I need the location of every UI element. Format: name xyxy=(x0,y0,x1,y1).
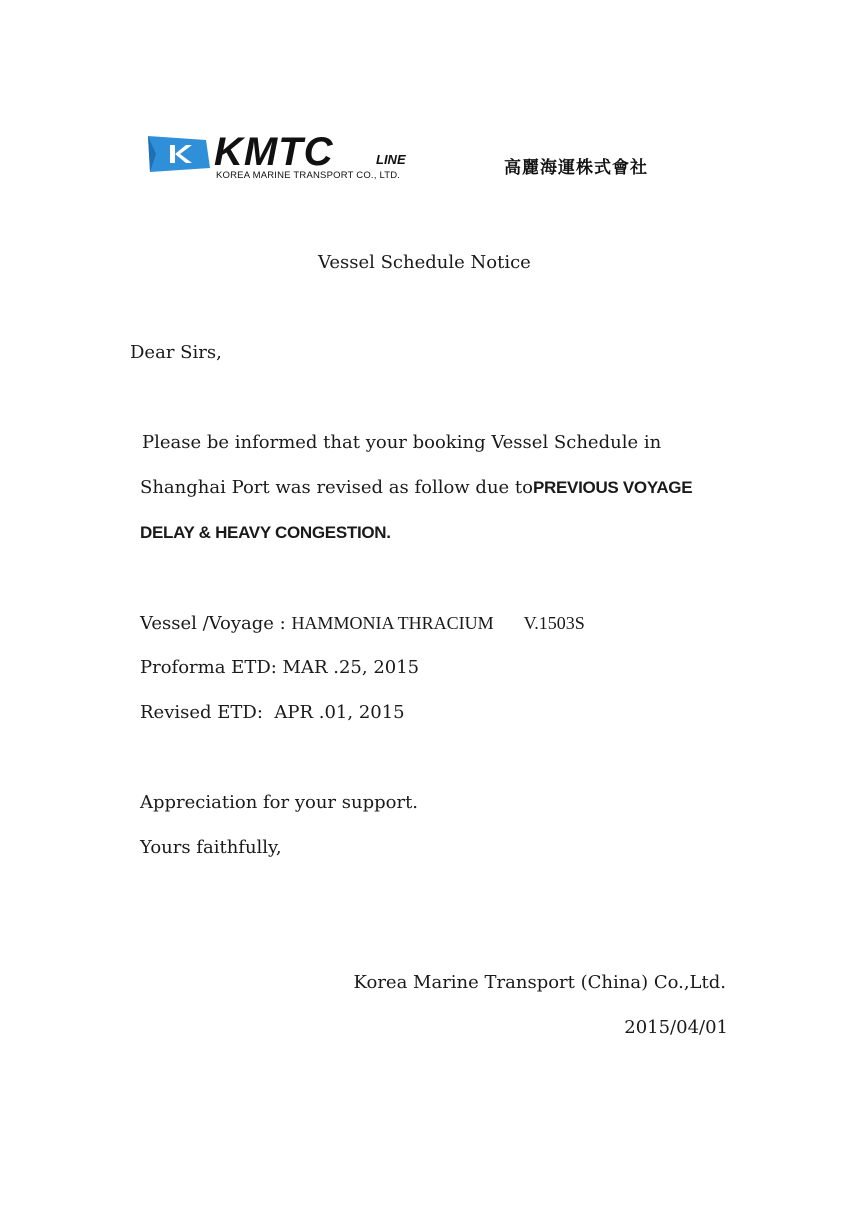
company-cjk-name: 高麗海運株式會社 xyxy=(504,158,648,178)
reason-line-1: PREVIOUS VOYAGE xyxy=(533,478,693,497)
letter-date: 2015/04/01 xyxy=(624,1017,728,1038)
kmtc-flag-logo xyxy=(146,134,212,174)
appreciation-line: Appreciation for your support. xyxy=(140,792,419,813)
salutation: Dear Sirs, xyxy=(130,342,222,363)
vessel-voyage-label: Vessel /Voyage : xyxy=(140,613,292,634)
signoff-line: Yours faithfully, xyxy=(140,837,282,858)
vessel-name: HAMMONIA THRACIUM xyxy=(291,613,494,633)
brand-wordmark: KMTC xyxy=(214,130,334,174)
company-english-name: KOREA MARINE TRANSPORT CO., LTD. xyxy=(216,170,401,181)
vessel-voyage-row xyxy=(140,612,585,635)
body-line-1: Please be informed that your booking Vessel Schedule in xyxy=(142,432,662,453)
revised-etd-row xyxy=(140,702,405,724)
body-line-2 xyxy=(140,477,692,499)
reason-line-2: DELAY & HEAVY CONGESTION. xyxy=(140,523,391,542)
signatory: Korea Marine Transport (China) Co.,Ltd. xyxy=(353,972,726,993)
body-line-2-text: Shanghai Port was revised as follow due to xyxy=(140,477,533,498)
page-title: Vessel Schedule Notice xyxy=(318,252,531,273)
proforma-etd-label: Proforma ETD: xyxy=(140,657,283,678)
voyage-number: V.1503S xyxy=(523,613,585,633)
proforma-etd-value: MAR .25, 2015 xyxy=(282,657,420,678)
letterhead xyxy=(146,130,706,190)
revised-etd-value: APR .01, 2015 xyxy=(274,702,405,723)
proforma-etd-row xyxy=(140,657,419,679)
brand-suffix: LINE xyxy=(376,152,406,167)
revised-etd-label: Revised ETD: xyxy=(140,702,275,723)
